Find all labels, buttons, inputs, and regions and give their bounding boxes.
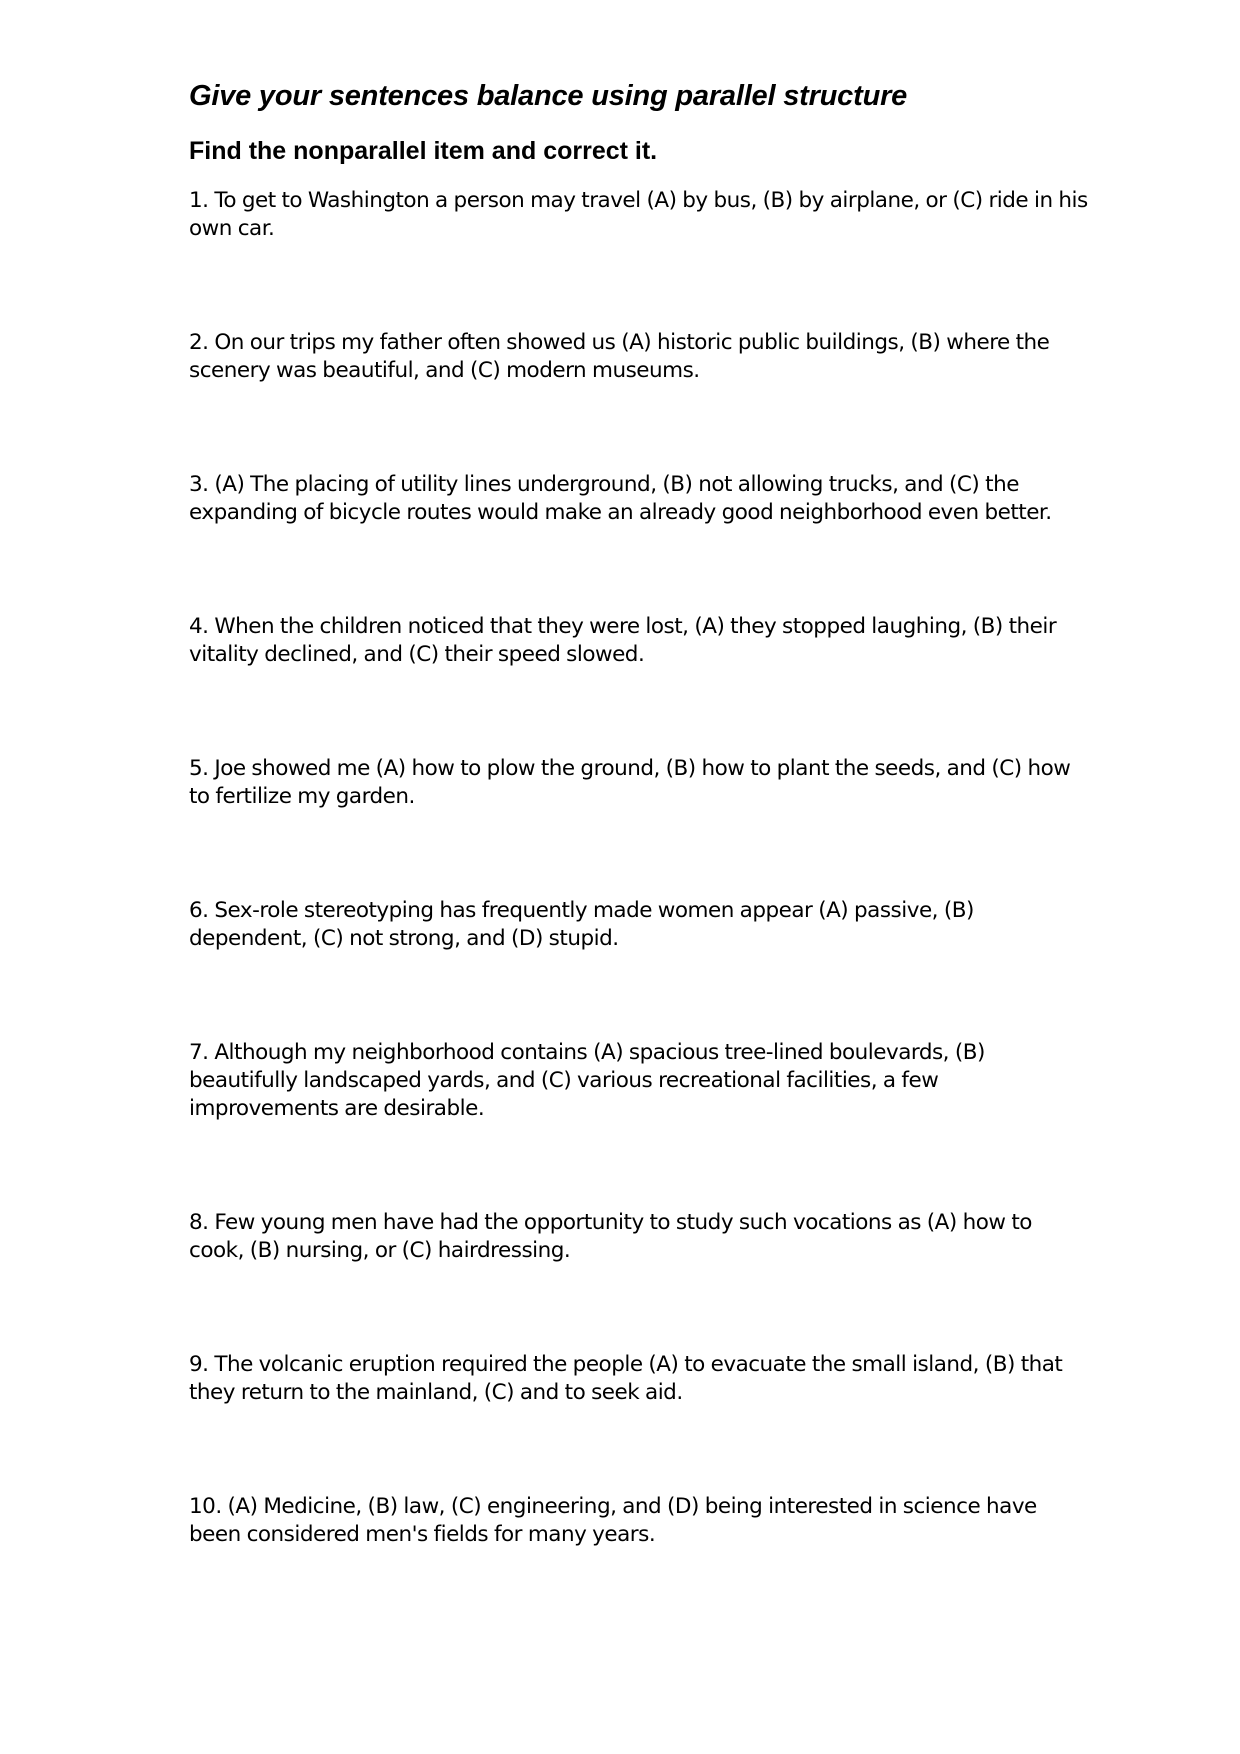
question-10: 10. (A) Medicine, (B) law, (C) engineering, and (D) being interested in science have been considered men's fields for many years.	[189, 1494, 1037, 1547]
question-list	[189, 187, 1089, 1549]
question-4: 4. When the children noticed that they were lost, (A) they stopped laughing, (B) their vitality declined, and (C) their speed slowed.	[189, 614, 1057, 667]
worksheet-page	[189, 78, 1089, 1549]
question-1: 1. To get to Washington a person may travel (A) by bus, (B) by airplane, or (C) ride in his own car.	[189, 188, 1088, 241]
question-2: 2. On our trips my father often showed us (A) historic public buildings, (B) where the scenery was beautiful, and (C) modern museums.	[189, 330, 1050, 383]
question-9: 9. The volcanic eruption required the people (A) to evacuate the small island, (B) that they return to the mainland, (C) and to seek aid.	[189, 1352, 1063, 1405]
question-7: 7. Although my neighborhood contains (A) spacious tree-lined boulevards, (B) beautifully landscaped yards, and (C) various recreational facilities, a few improvements are desirable.	[189, 1040, 985, 1121]
question-3: 3. (A) The placing of utility lines underground, (B) not allowing trucks, and (C) the expanding of bicycle routes would make an already good neighborhood even better.	[189, 472, 1052, 525]
worksheet-title: Give your sentences balance using parallel structure	[189, 80, 908, 112]
question-6: 6. Sex-role stereotyping has frequently made women appear (A) passive, (B) dependent, (C) not strong, and (D) stupid.	[189, 898, 974, 951]
question-8: 8. Few young men have had the opportunity to study such vocations as (A) how to cook, (B) nursing, or (C) hairdressing.	[189, 1210, 1032, 1263]
question-5: 5. Joe showed me (A) how to plow the ground, (B) how to plant the seeds, and (C) how to fertilize my garden.	[189, 756, 1071, 809]
worksheet-instruction: Find the nonparallel item and correct it.	[189, 137, 658, 165]
